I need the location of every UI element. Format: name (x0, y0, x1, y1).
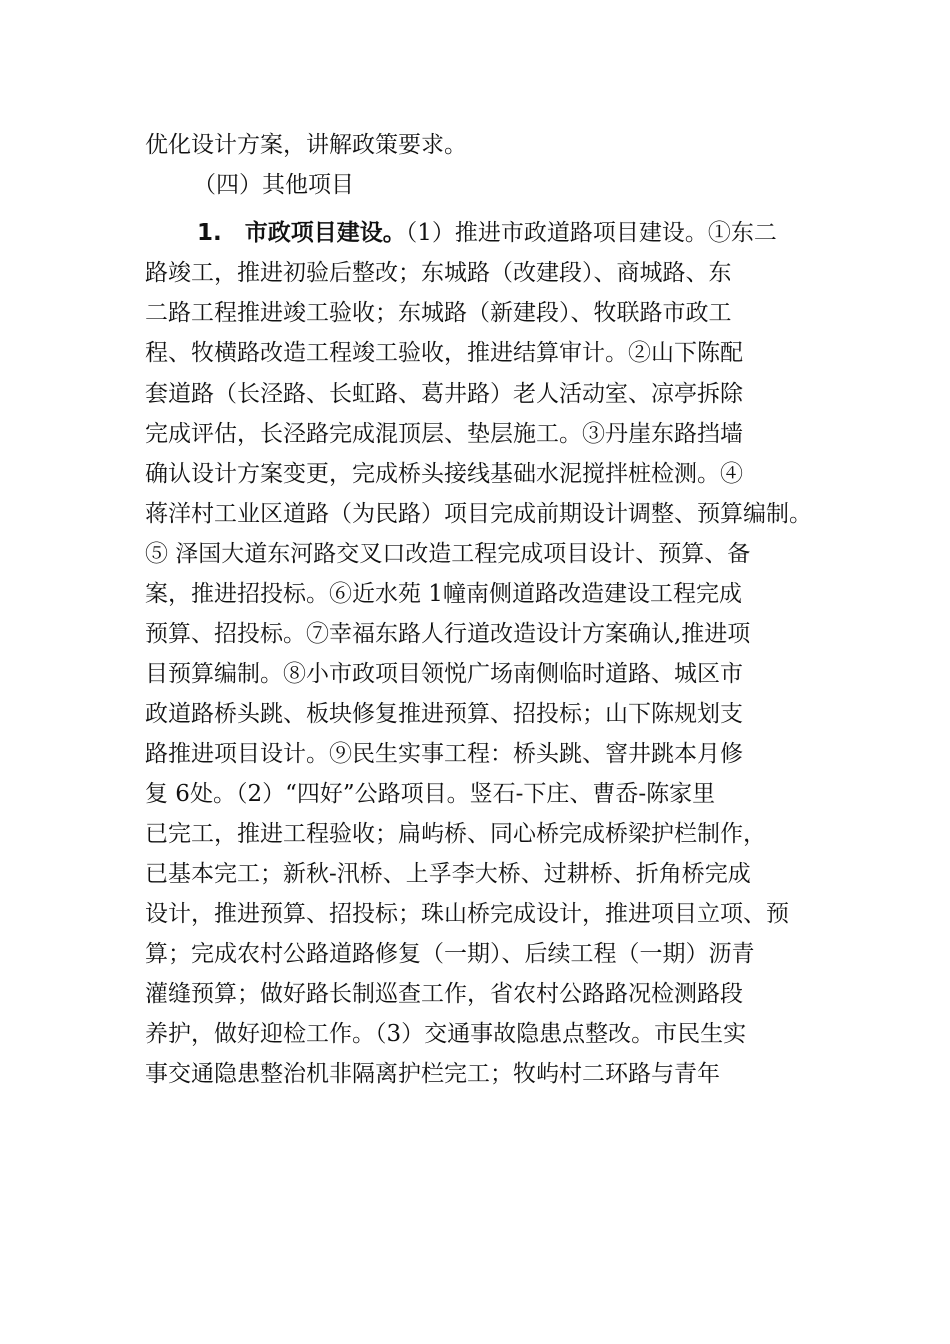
text-line: 事交通隐患整治机非隔离护栏完工；牧屿村二环路与青年 (145, 1061, 720, 1087)
text-line: 二路工程推进竣工验收；东城路（新建段）、牧联路市政工 (145, 300, 732, 326)
text-line: 灌缝预算；做好路长制巡查工作，省农村公路路况检测路段 (145, 981, 743, 1007)
text-line: 优化设计方案，讲解政策要求。 (145, 132, 467, 158)
text-line: 已基本完工；新秋-汛桥、上孚李大桥、过耕桥、折角桥完成 (145, 861, 751, 887)
text-line: 设计，推进预算、招投标；珠山桥完成设计，推进项目立项、预 (145, 901, 789, 927)
text-line: 蒋洋村工业区道路（为民路）项目完成前期设计调整、预算编制。 (145, 501, 812, 527)
text-line: 确认设计方案变更，完成桥头接线基础水泥搅拌桩检测。④ (145, 461, 743, 487)
text-line: 完成评估，长泾路完成混顶层、垫层施工。③丹崖东路挡墙 (145, 421, 743, 447)
section-heading: （四）其他项目 (193, 172, 354, 198)
text-line: 目预算编制。⑧小市政项目领悦广场南侧临时道路、城区市 (145, 661, 743, 687)
text-line: 路推进项目设计。⑨民生实事工程：桥头跳、窨井跳本月修 (145, 741, 743, 767)
text-line: 算；完成农村公路道路修复（一期）、后续工程（一期）沥青 (145, 941, 755, 967)
text-line: 套道路（长泾路、长虹路、葛井路）老人活动室、凉亭拆除 (145, 381, 743, 407)
text-line: ⑤ 泽国大道东河路交叉口改造工程完成项目设计、预算、备 (145, 541, 751, 567)
text-line: 预算、招投标。⑦幸福东路人行道改造设计方案确认,推进项 (145, 621, 751, 647)
text-line: 养护，做好迎检工作。（3）交通事故隐患点整改。市民生实 (145, 1021, 747, 1047)
text-run: （1）推进市政道路项目建设。①东二 (405, 220, 777, 246)
text-line: 路竣工，推进初验后整改；东城路（改建段）、商城路、东 (145, 260, 732, 286)
text-line (197, 213, 897, 253)
subsection-title: 1. 市政项目建设。 (197, 220, 406, 246)
text-line: 案，推进招投标。⑥近水苑 1幢南侧道路改造建设工程完成 (145, 581, 742, 607)
text-line: 程、牧横路改造工程竣工验收，推进结算审计。②山下陈配 (145, 340, 743, 366)
text-line: 已完工，推进工程验收；扁屿桥、同心桥完成桥梁护栏制作， (145, 821, 766, 847)
text-line: 政道路桥头跳、板块修复推进预算、招投标；山下陈规划支 (145, 701, 743, 727)
text-line: 复 6处。（2）“四好”公路项目。竖石-下庄、曹岙-陈家里 (145, 781, 716, 807)
